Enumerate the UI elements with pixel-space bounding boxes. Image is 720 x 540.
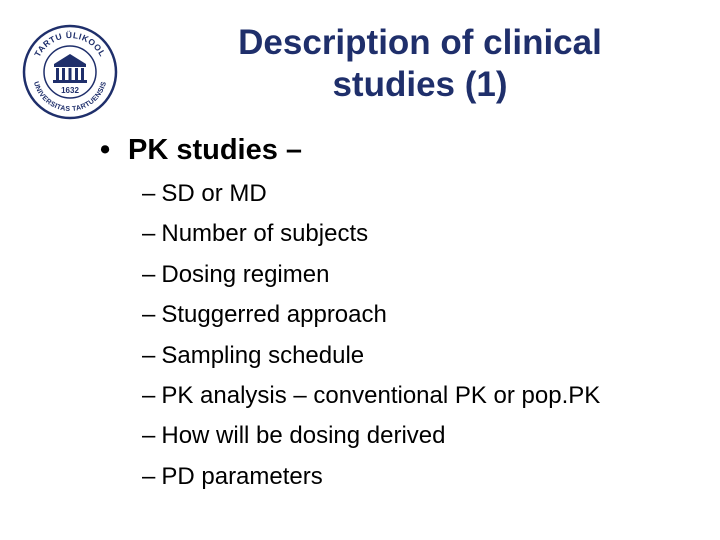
dash-icon: – [142,301,156,329]
sub-bullet-item [142,416,600,456]
sub-bullet-text: Stuggerred approach [161,301,387,329]
sub-bullet-item [142,174,600,214]
sub-bullet-text: PD parameters [161,462,323,490]
sub-bullet-item [142,255,600,295]
slide-title-line-2: studies (1) [332,65,508,104]
bullet-dot-icon: • [100,134,111,166]
slide-title-line-1: Description of clinical [238,23,602,62]
sub-bullet-text: Sampling schedule [161,341,365,369]
dash-icon: – [142,422,156,450]
sub-bullet-text: PK analysis – conventional PK or pop.PK [161,382,601,410]
dash-icon: – [142,462,156,490]
logo-bottom-text: UNIVERSITAS TARTUENSIS [31,80,109,114]
dash-icon: – [142,220,156,248]
sub-bullet-item [142,376,600,416]
dash-icon: – [142,382,156,410]
sub-bullet-list [142,174,600,497]
logo-top-text: TARTU ÜLIKOOL [32,29,108,59]
main-bullet-text: PK studies – [128,134,303,166]
slide-title [160,22,680,106]
sub-bullet-item [142,295,600,335]
sub-bullet-item [142,457,600,497]
dash-icon: – [142,260,156,288]
logo-year: 1632 [61,86,79,95]
dash-icon: – [142,341,156,369]
dash-icon: – [142,180,156,207]
university-seal-logo [22,24,118,120]
sub-bullet-item [142,214,600,254]
sub-bullet-item [142,336,600,376]
sub-bullet-text: Number of subjects [161,220,369,248]
sub-bullet-text: SD or MD [161,180,267,207]
sub-bullet-text: How will be dosing derived [161,422,446,450]
main-bullet [100,132,302,168]
sub-bullet-text: Dosing regimen [161,260,330,288]
